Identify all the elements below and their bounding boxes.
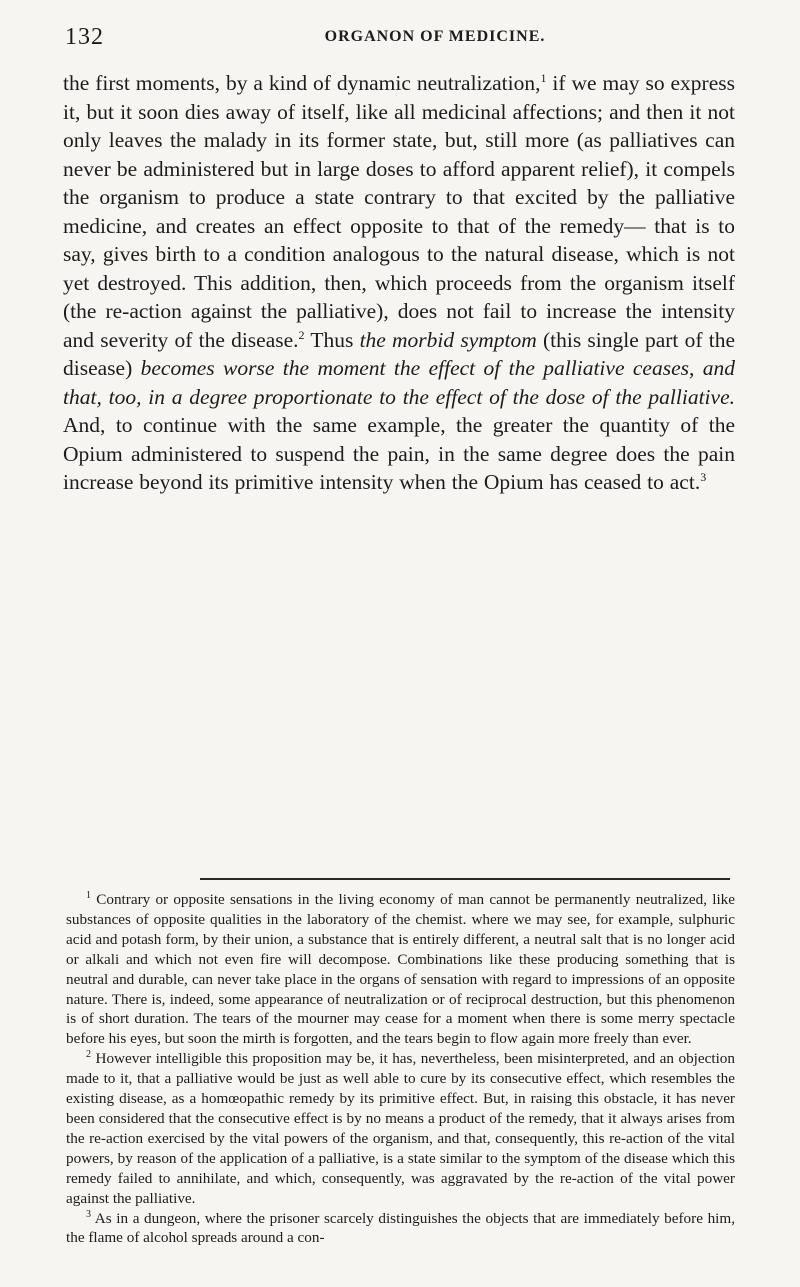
footnote-ref: 2 [298,327,305,342]
body-paragraph [63,69,735,497]
text-run: if we may so express it, but it soon dies away of itself, like all medicinal affections; and then it not only leaves the malady in its former state, but, still more (as palliatives can never be administered but in large doses to afford apparent relief), it compels the organism to produce a state contrary to that excited by the palliative medicine, and creates an effect opposite to that of the remedy— that is to say, gives birth to a condition analogous to the natural disease, which is not yet destroyed. This addition, then, which proceeds from the organism itself (the re-action against the palliative), does not fail to increase the intensity and severity of the disease. [63,71,735,352]
footnote-text: As in a dungeon, where the prisoner scarcely distinguishes the objects that are immediately before him, the flame of alcohol spreads around a con- [66,1209,735,1247]
footnote [66,1209,735,1249]
footnotes [66,890,735,1248]
footnote-marker: 3 [86,1208,91,1220]
italic-text: the morbid symptom [359,327,537,352]
footnote-marker: 2 [86,1049,91,1061]
text-run: And, to continue with the same example, the greater the quantity of the Opium administered to suspend the pain, in the same degree does the pain increase beyond its primitive intensity when the Opium has ceased to act. [63,413,735,494]
text-run: Thus [304,327,360,352]
italic-text: becomes worse the moment the effect of the palliative ceases, and that, too, in a degree proportionate to the effect of the dose of the palliative. [63,356,736,409]
footnote-text: However intelligible this proposition may be, it has, nevertheless, been misinterpreted, and an objection made to it, that a palliative would be just as well able to cure by its consecutive effect, which resembles the existing disease, as a homœopathic remedy by its primitive effect. But, in raising this obstacle, it has never been considered that the consecutive effect is by no means a product of the remedy, that it always arises from the re-action exercised by the vital powers of the organism, and that, consequently, this re-action of the vital powers, by reason of the application of a palliative, is a state similar to the symptom of the disease which this remedy failed to annihilate, and which, consequently, was aggravated by the re-action of the vital power against the palliative. [66,1050,735,1207]
footnote-ref: 1 [540,70,547,85]
footnote-ref: 3 [700,469,707,484]
footnote [66,890,735,1049]
running-title: ORGANON OF MEDICINE. [324,28,546,45]
text-run: the first moments, by a kind of dynamic neutralization, [63,71,541,95]
main-text [63,69,735,497]
footnote-marker: 1 [86,889,91,901]
footnote-divider [200,878,730,880]
footnote [66,1049,735,1208]
footnote-text: Contrary or opposite sensations in the living economy of man cannot be permanently neutralized, like substances of opposite qualities in the laboratory of the chemist. where we may see, for example, sulphuric acid and potash form, by their union, a substance that is entirely different, a neutral salt that is no longer acid or alkali and which not even fire will decompose. Combinations like these producing something that is neutral and durable, can never take place in the organs of sensation with regard to impressions of an opposite nature. There is, indeed, some appearance of neutralization or of reciprocal destruction, but this phenomenon is of short duration. The tears of the mourner may cease for a moment when there is some merry spectacle before his eyes, but soon the mirth is forgotten, and the tears begin to flow again more freely than ever. [66,891,735,1048]
page-number: 132 [65,24,104,50]
text-run: (this single part of the disease) [63,327,735,380]
page-header [65,24,735,54]
